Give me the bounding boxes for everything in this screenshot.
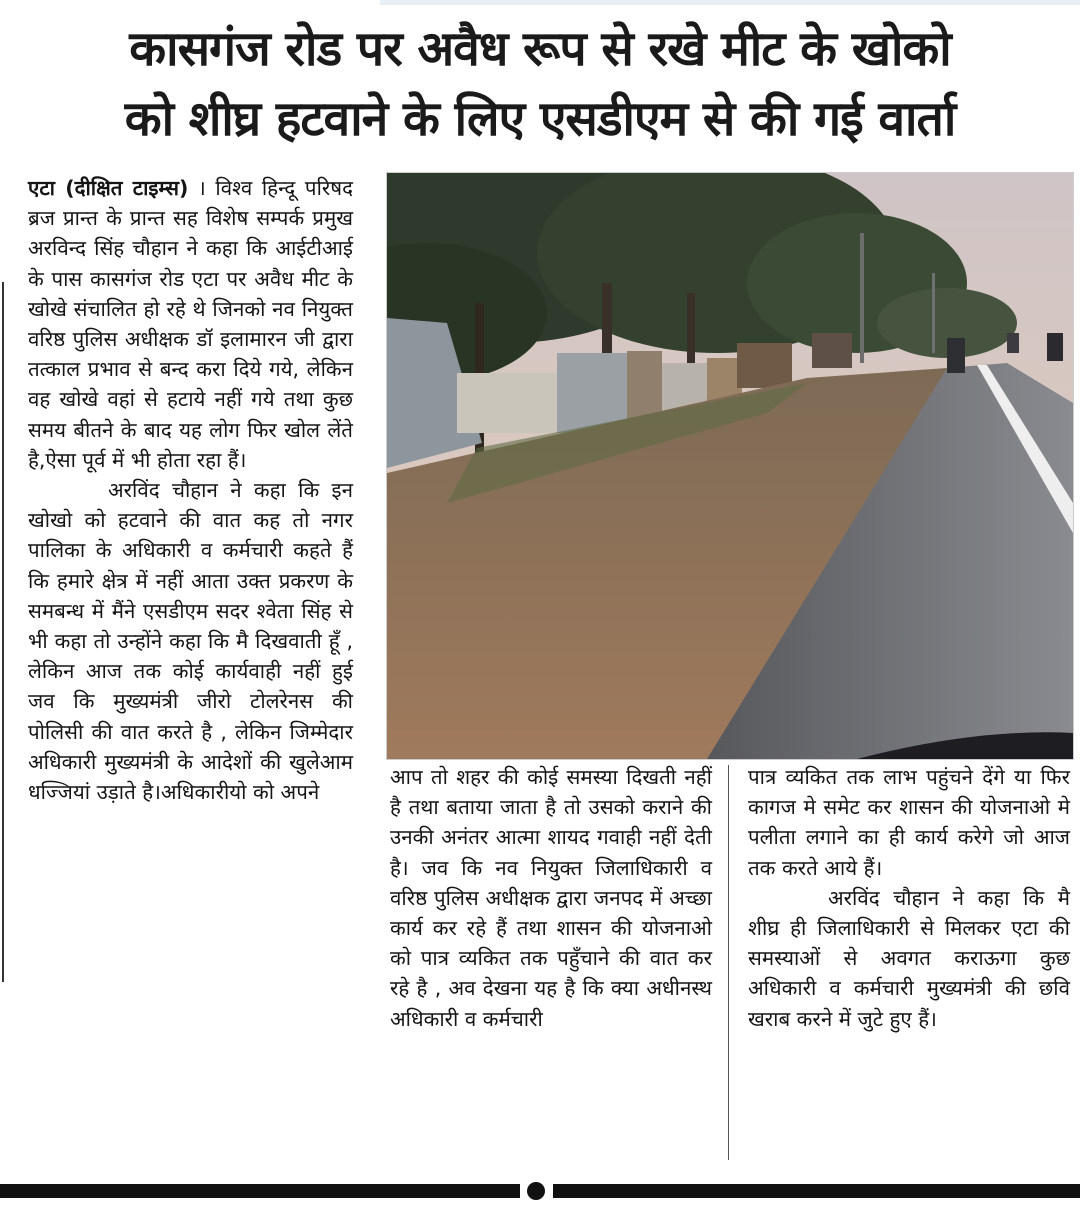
top-color-strip <box>380 0 1080 5</box>
article-paragraph <box>28 173 353 475</box>
dateline: एटा (दीक्षित टाइम्स) <box>28 176 189 200</box>
footer-rule-left <box>0 1184 520 1198</box>
column-divider-left <box>2 282 4 982</box>
footer-rule-right <box>553 1184 1080 1198</box>
article-column-1 <box>28 173 353 807</box>
headline-line-2: को शीघ्र हटवाने के लिए एसडीएम से की गई वार्ता <box>124 91 956 147</box>
paragraph-text: । विश्व हिन्दू परिषद ब्रज प्रान्त के प्रान्त सह विशेष सम्पर्क प्रमुख अरविन्द सिंह चौहान ने कहा कि आईटीआई के पास कासगंज रोड एटा पर अवैध मीट के खोखे संचालित हो रहे थे जिनको नव नियुक्त वरिष्ठ पुलिस अधीक्षक डॉ इलामारन जी द्वारा तत्काल प्रभाव से बन्द करा दिये गये, लेकिन वह खोखे वहां से हटाये नहीं गये तथा कुछ समय बीतने के बाद यह लोग फिर खोल लेंते है,ऐसा पूर्व में भी होता रहा हैं। <box>28 176 353 472</box>
article-paragraph: आप तो शहर की कोई समस्या दिखती नहीं है तथा बताया जाता है तो उसको कराने की उनकी अनंतर आत्मा शायद गवाही नहीं देती है। जव कि नव नियुक्त जिलाधिकारी व वरिष्ठ पुलिस अधीक्षक द्वारा जनपद में अच्छा कार्य कर रहे हैं तथा शासन की योजनाओ को पात्र व्यकित तक पहुँचाने की वात कर रहे है , अव देखना यह है कि क्या अधीनस्थ अधिकारी व कर्मचारी <box>390 765 712 1031</box>
article-paragraph: पात्र व्यकित तक लाभ पहुंचने देंगे या फिर कागज मे समेट कर शासन की योजनाओ मे पलीता लगाने का ही कार्य करेगे जो आज तक करते आये हैं। <box>748 765 1070 880</box>
footer-dot-ornament <box>527 1182 545 1200</box>
column-divider-middle <box>728 765 729 1160</box>
headline <box>10 14 1070 154</box>
article-column-3 <box>748 762 1070 1034</box>
roadside-photo <box>386 172 1074 760</box>
article-column-2 <box>390 762 712 1034</box>
article-paragraph: अरविंद चौहान ने कहा कि इन खोखो को हटवाने की वात कह तो नगर पालिका के अधिकारी व कर्मचारी कहते हैं कि हमारे क्षेत्र में नहीं आता उक्त प्रकरण के समबन्ध में मैंने एसडीएम सदर श्वेता सिंह से भी कहा तो उन्होंने कहा कि मै दिखवाती हूँ , लेकिन आज तक कोई कार्यवाही नहीं हुई जव कि मुख्यमंत्री जीरो टोलरेनस की पोलिसी की वात करते है , लेकिन जिम्मेदार अधिकारी मुख्यमंत्री के आदेशों की खुलेआम धज्जियां उड़ाते है।अधिकारीयो को अपने <box>28 478 353 805</box>
headline-line-1: कासगंज रोड पर अवैध रूप से रखे मीट के खोको <box>129 21 951 77</box>
article-paragraph: अरविंद चौहान ने कहा कि मै शीघ्र ही जिलाधिकारी से मिलकर एटा की समस्याओं से अवगत कराऊगा कुछ अधिकारी व कर्मचारी मुख्यमंत्री की छवि खराब करने में जुटे हुए हैं। <box>748 885 1070 1031</box>
